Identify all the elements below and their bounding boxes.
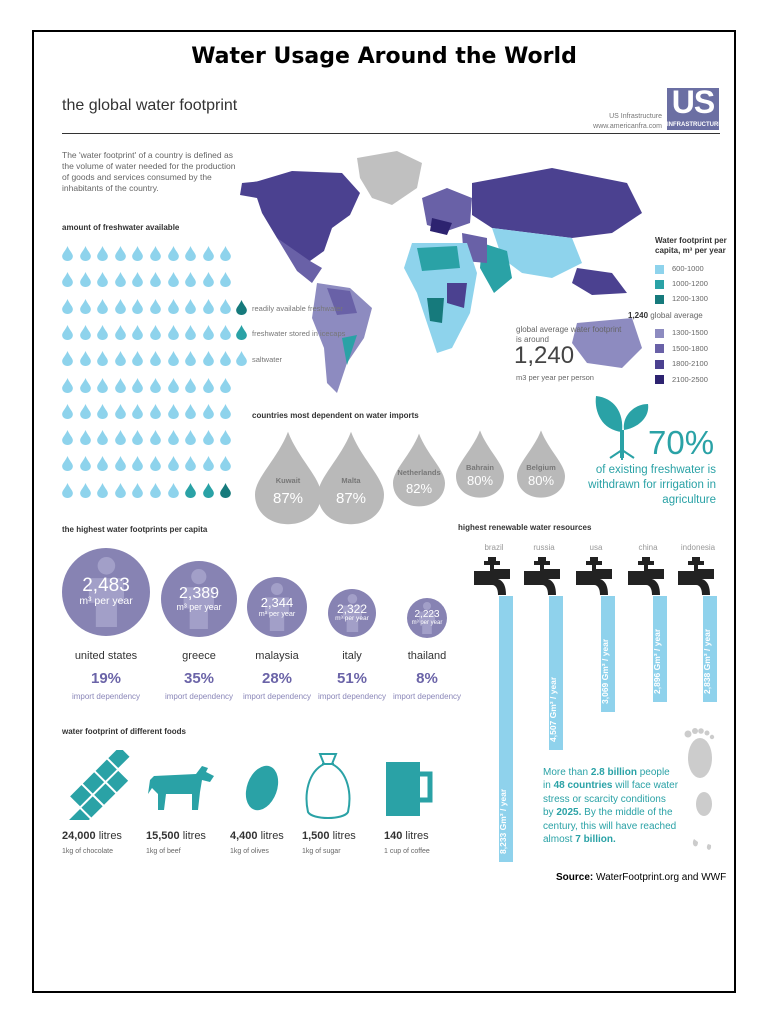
global-avg-unit: m3 per year per person: [516, 373, 594, 382]
water-drop-icon: [168, 378, 179, 393]
import-country: Bahrain: [466, 462, 494, 472]
water-drop-icon: [80, 351, 91, 366]
water-drop-icon: [150, 456, 161, 471]
water-drop-icon: [203, 272, 214, 287]
map-southeast-asia: [572, 268, 627, 295]
coffee-cup-icon: [384, 760, 436, 820]
water-drop-icon: [97, 456, 108, 471]
footprint-country: italy: [342, 650, 362, 662]
water-drop-icon: [80, 325, 91, 340]
footprint-value: 2,389: [178, 584, 220, 602]
global-avg-text: global average water footprint is around: [516, 325, 622, 344]
water-drop-icon: [62, 272, 73, 287]
scarcity-line-6: almost 7 billion.: [543, 834, 616, 846]
import-country: Kuwait: [275, 476, 301, 485]
legend-swatch: [655, 265, 664, 274]
water-drop-icon: [97, 483, 108, 498]
brand-logo: [667, 84, 723, 130]
water-drop-icon: [220, 272, 231, 287]
water-drop-icon: [168, 483, 179, 498]
water-drop-icon: [220, 456, 231, 471]
world-map: [232, 143, 652, 403]
water-drop-icon: [97, 351, 108, 366]
water-drop-icon: [132, 272, 143, 287]
food-description: 1kg of olives: [230, 848, 269, 855]
water-drop-icon: [185, 378, 196, 393]
scarcity-line-2: in 48 countries will face water: [543, 780, 679, 792]
water-drop-icon: [220, 430, 231, 445]
page-title: Water Usage Around the World: [191, 44, 577, 69]
scarcity-line-4: by 2025. By the middle of the: [543, 807, 673, 819]
renewable-country: usa: [589, 543, 603, 552]
map-north-america: [252, 171, 360, 261]
water-drop-icon: [132, 325, 143, 340]
import-dependency-label: import dependency: [242, 692, 312, 701]
water-drop-icon: [168, 430, 179, 445]
map-legend-title: Water footprint per capita, m³ per year: [655, 236, 727, 255]
footprint-country: thailand: [407, 650, 447, 662]
renewable-value: 2,838 Gm³ / year: [702, 628, 712, 694]
water-drop-icon: [168, 351, 179, 366]
logo-big-text: US: [671, 84, 715, 120]
import-country: Malta: [341, 476, 361, 485]
water-drop-icon: [168, 299, 179, 314]
footprint-dependency: 28%: [261, 670, 293, 687]
legend-readily: readily available freshwater: [252, 304, 343, 313]
water-drop-icon: [115, 430, 126, 445]
legend-swatch: [655, 375, 664, 384]
map-russia: [472, 168, 642, 238]
water-drop-icon: [220, 351, 231, 366]
header-divider: [62, 133, 720, 134]
water-drop-icon: [220, 246, 231, 261]
water-drop-icon: [185, 299, 196, 314]
water-drop-icon: [115, 483, 126, 498]
food-amount: 24,000 litres: [62, 830, 122, 842]
water-drop-icon: [62, 430, 73, 445]
faucet-icon: [524, 557, 560, 601]
cow-icon: [146, 764, 216, 814]
water-drop-icon: [185, 272, 196, 287]
water-drop-icon: [62, 404, 73, 419]
renewable-country: brazil: [484, 543, 504, 552]
water-drop-icon: [115, 325, 126, 340]
import-dependency-label: import dependency: [317, 692, 387, 701]
water-drop-icon: [150, 430, 161, 445]
map-greenland: [357, 151, 422, 205]
water-drop-icon: [185, 325, 196, 340]
water-drop-icon: [80, 246, 91, 261]
water-drop-icon: [97, 404, 108, 419]
water-drop-icon: [132, 483, 143, 498]
faucet-icon: [628, 557, 664, 601]
water-drop-icon: [150, 483, 161, 498]
water-drop-icon: [62, 246, 73, 261]
legend-saltwater: saltwater: [252, 355, 283, 364]
water-drop-icon: [80, 456, 91, 471]
footprint-unit: m³ per year: [79, 595, 133, 607]
water-drop-icon: [150, 272, 161, 287]
renewable-country: indonesia: [680, 543, 716, 552]
map-legend-average: 1,240 global average: [628, 311, 703, 320]
water-drop-icon: [132, 404, 143, 419]
water-drop-icon: [168, 246, 179, 261]
water-drop-icon: [97, 299, 108, 314]
legend-drop-icon: [236, 325, 247, 340]
renewable-value: 4,507 Gm³ / year: [548, 676, 558, 742]
water-drop-icon: [62, 325, 73, 340]
water-drop-icon: [115, 272, 126, 287]
food-description: 1kg of beef: [146, 848, 181, 855]
water-drop-icon: [203, 430, 214, 445]
water-drop-icon: [203, 246, 214, 261]
water-drop-icon: [168, 272, 179, 287]
water-drop-icon: [62, 299, 73, 314]
water-drop-icon: [62, 378, 73, 393]
global-avg-value: 1,240: [514, 342, 575, 369]
source-text: WaterFootprint.org and WWF: [593, 872, 727, 883]
water-drop-icon: [150, 246, 161, 261]
footprint-unit: m³ per year: [335, 615, 369, 623]
water-drop-icon: [115, 404, 126, 419]
footprint-country: malaysia: [255, 650, 299, 662]
import-pct: 82%: [405, 480, 433, 496]
water-drop-icon: [220, 483, 231, 498]
water-drop-icon: [203, 351, 214, 366]
footprint-dependency: 35%: [183, 670, 215, 687]
intro-text: The 'water footprint' of a country is defined as the volume of water needed for the production of goods and services consumed by the inhabitants of the country.: [62, 150, 236, 193]
scarcity-line-1: More than 2.8 billion people: [543, 767, 670, 778]
legend-swatch: [655, 295, 664, 304]
footprint-value: 2,344: [260, 595, 294, 611]
food-description: 1kg of chocolate: [62, 848, 113, 855]
water-drop-icon: [115, 456, 126, 471]
water-drop-icon: [80, 272, 91, 287]
water-drop-icon: [115, 378, 126, 393]
footprint-dependency: 8%: [416, 670, 438, 687]
map-legend-item: 1000-1200: [655, 279, 708, 289]
footprints-heading: the highest water footprints per capita: [62, 525, 208, 534]
irrigation-text: of existing freshwater is withdrawn for irrigation in agriculture: [588, 464, 716, 506]
water-drop-icon: [62, 456, 73, 471]
scarcity-line-3: stress or scarcity conditions: [543, 793, 666, 805]
food-amount: 140 litres: [384, 830, 429, 842]
water-drop-icon: [168, 325, 179, 340]
logo-small-text: INFRASTRUCTURE: [667, 122, 723, 128]
water-drop-icon: [115, 246, 126, 261]
water-drop-icon: [97, 272, 108, 287]
source-line: [556, 872, 726, 883]
water-drop-icon: [80, 299, 91, 314]
water-drop-icon: [185, 456, 196, 471]
food-description: 1kg of sugar: [302, 848, 341, 855]
import-dependency-label: import dependency: [164, 692, 234, 701]
subtitle: the global water footprint: [62, 97, 238, 114]
water-drop-icon: [80, 483, 91, 498]
water-drop-icon: [220, 325, 231, 340]
irrigation-pct-sym: %: [684, 424, 715, 461]
water-drop-icon: [150, 378, 161, 393]
water-drop-icon: [185, 351, 196, 366]
sugar-bag-icon: [302, 750, 354, 822]
footprint-unit: m³ per year: [176, 602, 222, 613]
food-description: 1 cup of coffee: [384, 848, 430, 855]
import-country: Belgium: [526, 462, 556, 472]
water-drop-icon: [220, 378, 231, 393]
water-drop-icon: [185, 404, 196, 419]
faucet-icon: [576, 557, 612, 601]
scarcity-text: [543, 766, 683, 846]
footprint-unit: m³ per year: [411, 620, 443, 626]
food-amount: 1,500 litres: [302, 830, 356, 842]
water-drop-icon: [132, 430, 143, 445]
renewable-value: 8,233 Gm³ / year: [498, 788, 508, 854]
water-drop-icon: [185, 430, 196, 445]
water-drop-icon: [80, 404, 91, 419]
water-drop-icon: [168, 456, 179, 471]
footprint-country: united states: [74, 650, 138, 662]
water-drop-icon: [97, 430, 108, 445]
brand-url: www.americanfra.com: [593, 123, 662, 130]
water-drop-icon: [132, 456, 143, 471]
water-drop-icon: [80, 378, 91, 393]
legend-swatch: [655, 280, 664, 289]
freshwater-heading: amount of freshwater available: [62, 223, 180, 232]
map-legend-item: 1500-1800: [655, 344, 708, 354]
renewable-heading: highest renewable water resources: [458, 523, 592, 532]
source-label: Source:: [556, 872, 594, 883]
import-country: Netherlands: [397, 468, 441, 478]
footprint-dependency: 19%: [90, 670, 122, 687]
renewable-country: china: [638, 543, 658, 552]
footprint-value: 2,223: [414, 609, 440, 620]
faucet-icon: [474, 557, 510, 601]
olive-icon: [242, 762, 282, 814]
water-drop-icon: [220, 404, 231, 419]
map-legend-item: 1800-2100: [655, 359, 708, 369]
water-drop-icon: [203, 378, 214, 393]
water-drop-icon: [203, 325, 214, 340]
water-drop-icon: [203, 483, 214, 498]
scarcity-line-5: century, this will have reached: [543, 820, 677, 832]
water-drop-icon: [115, 351, 126, 366]
irrigation-pct: [648, 424, 714, 462]
water-drop-icon: [115, 299, 126, 314]
water-drop-icon: [150, 351, 161, 366]
import-pct: 87%: [335, 490, 367, 507]
footprint-country: greece: [182, 650, 216, 662]
renewable-value: 3,069 Gm³ / year: [600, 638, 610, 704]
map-legend-item: 2100-2500: [655, 375, 708, 385]
faucet-icon: [678, 557, 714, 601]
import-pct: 80%: [527, 472, 555, 488]
footprint-value: 2,322: [336, 602, 368, 617]
water-drop-icon: [150, 299, 161, 314]
map-legend-item: 1300-1500: [655, 328, 708, 338]
water-drop-icon: [203, 456, 214, 471]
water-drop-icon: [132, 246, 143, 261]
legend-swatch: [655, 329, 664, 338]
sprout-icon: [592, 390, 652, 460]
import-dependency-label: import dependency: [71, 692, 141, 701]
water-drop-icon: [132, 378, 143, 393]
food-amount: 4,400 litres: [230, 830, 284, 842]
renewable-country: russia: [533, 543, 555, 552]
food-amount: 15,500 litres: [146, 830, 206, 842]
legend-swatch: [655, 344, 664, 353]
water-drop-icon: [97, 246, 108, 261]
water-drop-icon: [62, 351, 73, 366]
renewable-value: 2,896 Gm³ / year: [652, 628, 662, 694]
map-legend-item: 600-1000: [655, 264, 704, 274]
water-drop-icon: [203, 299, 214, 314]
water-drop-icon: [185, 483, 196, 498]
legend-swatch: [655, 360, 664, 369]
water-drop-icon: [220, 299, 231, 314]
chocolate-icon: [62, 750, 132, 820]
water-drop-icon: [132, 351, 143, 366]
water-drop-icon: [168, 404, 179, 419]
water-drop-icon: [150, 404, 161, 419]
legend-drop-icon: [236, 300, 247, 315]
map-north-africa: [417, 246, 460, 271]
import-pct: 80%: [466, 472, 494, 488]
footprint-dependency: 51%: [336, 670, 368, 687]
water-drop-icon: [80, 430, 91, 445]
foods-heading: water footprint of different foods: [62, 727, 186, 736]
water-drop-icon: [185, 246, 196, 261]
water-drop-icon: [97, 378, 108, 393]
legend-icecaps: freshwater stored in icecaps: [252, 329, 346, 338]
water-drop-icon: [62, 483, 73, 498]
legend-drop-icon: [236, 351, 247, 366]
footprint-value: 2,483: [82, 574, 130, 596]
imports-heading: countries most dependent on water imports: [252, 411, 419, 420]
water-drop-icon: [150, 325, 161, 340]
map-legend-item: 1200-1300: [655, 294, 708, 304]
irrigation-pct-value: 70: [648, 424, 685, 461]
brand-name: US Infrastructure: [609, 113, 662, 120]
import-dependency-label: import dependency: [392, 692, 462, 701]
water-drop-icon: [203, 404, 214, 419]
water-drop-icon: [132, 299, 143, 314]
footprint-unit: m³ per year: [258, 609, 296, 618]
import-pct: 87%: [272, 490, 304, 507]
water-drop-icon: [97, 325, 108, 340]
brand-text: [560, 112, 662, 132]
